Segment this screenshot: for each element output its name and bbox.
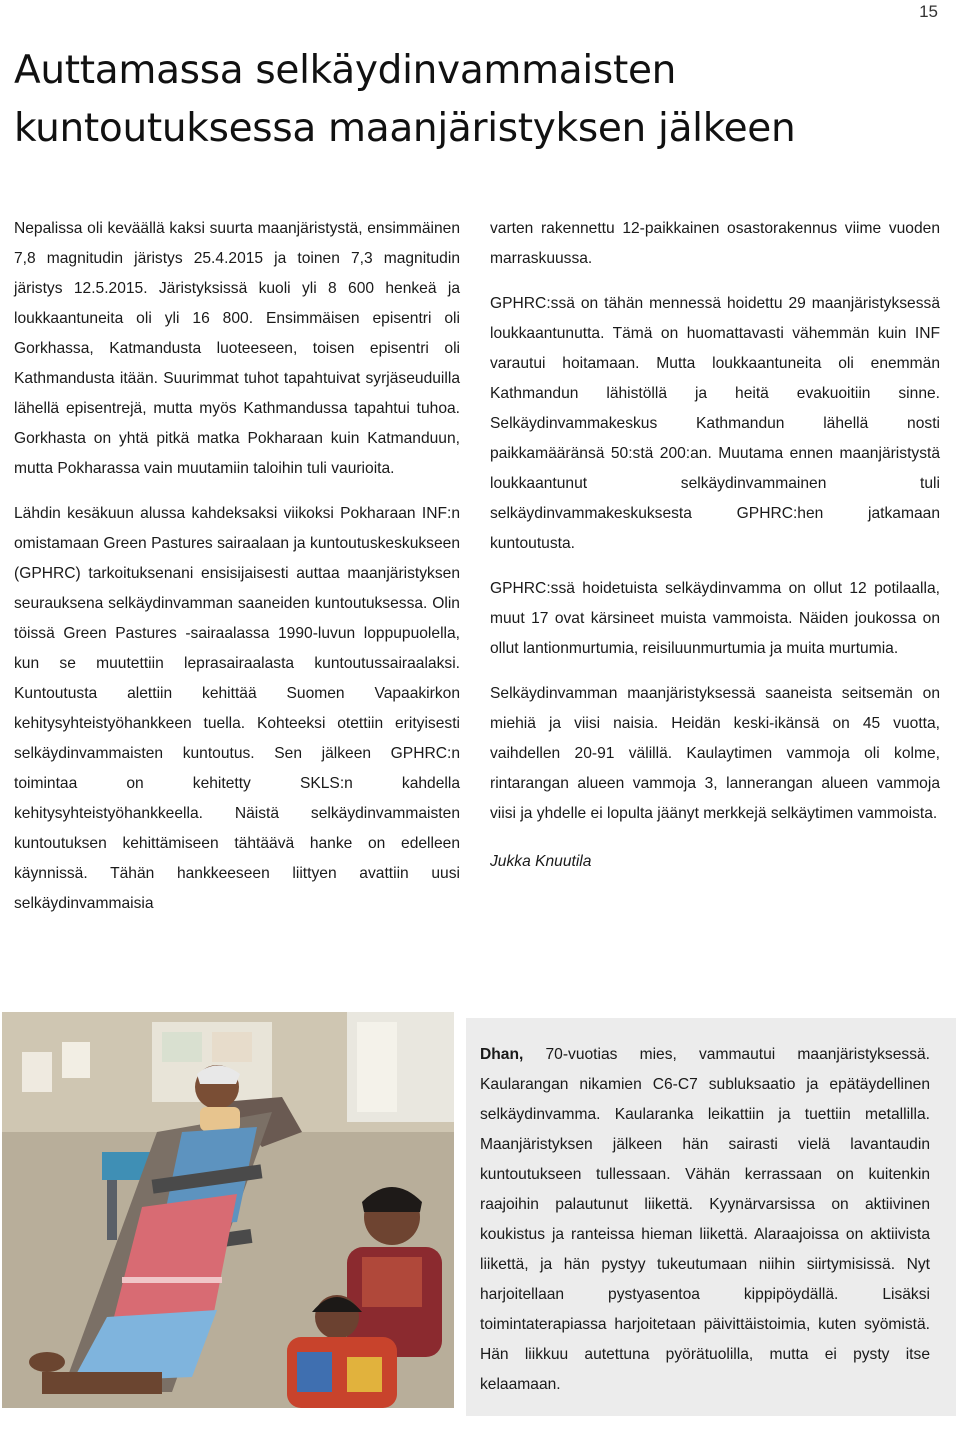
- left-paragraph-1: Nepalissa oli keväällä kaksi suurta maanjäristystä, ensimmäinen 7,8 magnitudin järistys 25.4.2015 ja toinen 7,3 magnitudin järistys 12.5.2015. Järistyksissä kuoli yli 8 600 henkeä ja loukkaantuneita oli yli 16 800. Ensimmäisen episentri oli Gorkhassa, Katmandusta luoteeseen, toisen episentri oli Kathmandusta itään. Suurimmat tuhot tapahtuivat syrjäseuduilla lähellä episentrejä, mutta myös Kathmandussa tapahtui tuhoa. Gorkhasta on yhtä pitkä matka Pokharaan kuin Katmanduun, mutta Pokharassa vain muutamiin taloihin tuli vaurioita.: [14, 220, 460, 477]
- article-title: Auttamassa selkäydinvammaisten kuntoutuksessa maanjäristyksen jälkeen: [14, 48, 796, 151]
- left-column: [14, 214, 460, 934]
- right-paragraph-2: GPHRC:ssä on tähän mennessä hoidettu 29 maanjäristyksessä loukkaantunutta. Tämä on huomattavasti vähemmän kuin INF varautui hoitamaan. Mutta loukkaantuneita oli enemmän Kathmandun lähistöllä ja heitä evakuoitiin sinne. Selkäydinvammakeskus Kathmandun lähellä nosti paikkamääränsä 50:stä 200:an. Muutama ennen maanjäristystä loukkaantunut selkäydinvammainen tuli selkäydinvammakeskuksesta GPHRC:hen jatkamaan kuntoutusta.: [490, 295, 940, 552]
- author-signature: Jukka Knuutila: [490, 853, 592, 870]
- right-paragraph-4: Selkäydinvamman maanjäristyksessä saaneista seitsemän on miehiä ja viisi naisia. Heidän keski-ikänsä on 45 vuotta, vaihdellen 20-91 välillä. Kaulaytimen vammoja oli kolme, rintarangan alueen vammoja 3, lannerangan alueen vammoja viisi ja yhdelle ei lopulta jäänyt merkkejä selkäytimen vammoista.: [490, 685, 940, 822]
- patient-photo: [2, 1012, 454, 1408]
- patient-photo-illustration: [2, 1012, 454, 1408]
- right-paragraph-1: varten rakennettu 12-paikkainen osastorakennus viime vuoden marraskuussa.: [490, 220, 940, 267]
- left-paragraph-2: Lähdin kesäkuun alussa kahdeksaksi viikoksi Pokharaan INF:n omistamaan Green Pastures sairaalaan ja kuntoutuskeskukseen (GPHRC) tarkoituksenani ensisijaisesti auttaa maanjäristyksen seurauksena selkäydinvamman saaneiden kuntoutuksessa. Olin töissä Green Pastures -sairaalassa 1990-luvun loppupuolella, kun se muutettiin leprasairaalasta kuntoutussairaalaksi. Kuntoutusta alettiin kehittää Suomen Vapaakirkon kehitysyhteistyöhankkeen tuella. Kohteeksi otettiin erityisesti selkäydinvammaisten kuntoutus. Sen jälkeen GPHRC:n toimintaa on kehitetty SKLS:n kahdella kehitysyhteistyöhankkeella. Näistä selkäydinvammaisten kuntoutuksen kehittämiseen tähtäävä hanke on edelleen käynnissä. Tähän hankkeeseen liittyen avattiin uusi selkäydinvammaisia: [14, 505, 460, 912]
- photo-caption: [466, 1018, 956, 1416]
- right-paragraph-3: GPHRC:ssä hoidetuista selkäydinvamma on ollut 12 potilaalla, muut 17 ovat kärsineet muista vammoista. Näiden joukossa on ollut lantionmurtumia, reisiluunmurtumia ja muita murtumia.: [490, 580, 940, 657]
- right-column: [490, 214, 940, 892]
- caption-name: Dhan,: [480, 1046, 524, 1063]
- caption-text: 70-vuotias mies, vammautui maanjäristyksessä. Kaularangan nikamien C6-C7 subluksaatio ja epätäydellinen selkäydinvamma. Kaularanka leikattiin ja tuettiin metallilla. Maanjäristyksen jälkeen hän sairasti vielä lavantaudin kuntoutukseen tullessaan. Vähän kerrassaan on kuitenkin raajoihin palautunut liikettä. Kyynärvarsissa on aktiivinen koukistus ja ranteissa hieman liikettä. Alaraajoissa on aktiivista liikettä, ja hän pystyy tukeutumaan niihin siirtymisissä. Nyt harjoitellaan pystyasentoa kippipöydällä. Lisäksi toimintaterapiassa harjoitetaan päivittäistoimia, kuten syömistä. Hän liikkuu autettuna pyörätuolilla, mutta ei pysty itse kelaamaan.: [480, 1046, 930, 1393]
- page-number: 15: [919, 2, 938, 21]
